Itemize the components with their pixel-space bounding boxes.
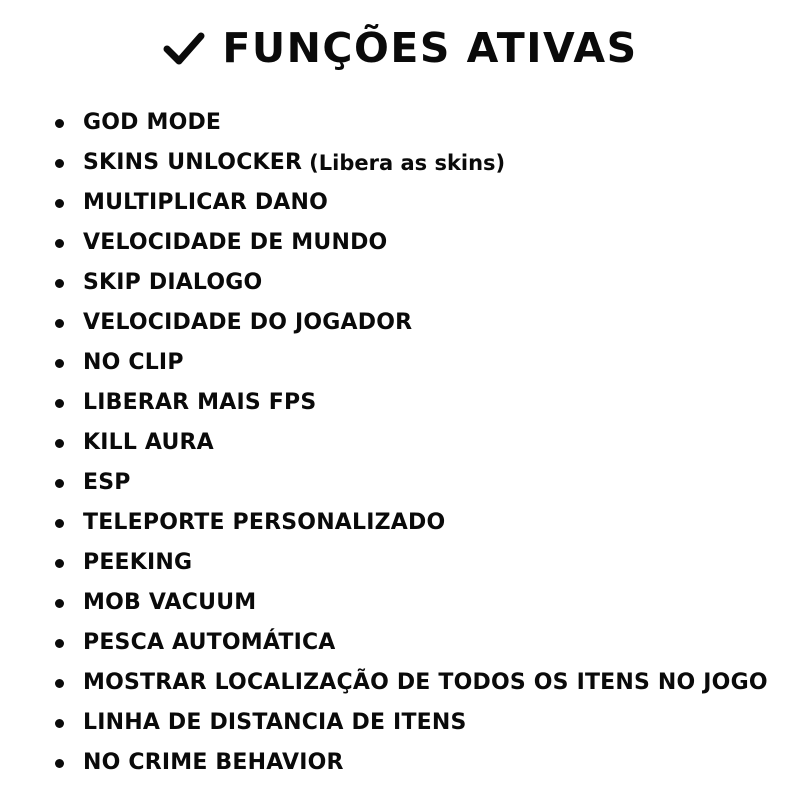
feature-label: ESP [83,470,131,495]
bullet-icon [55,759,64,768]
list-item [55,463,768,503]
feature-label: LINHA DE DISTANCIA DE ITENS [83,710,467,735]
feature-label: NO CLIP [83,350,184,375]
feature-label: VELOCIDADE DE MUNDO [83,230,388,255]
header [0,18,800,78]
list-item [55,263,768,303]
bullet-icon [55,719,64,728]
feature-label: LIBERAR MAIS FPS [83,390,317,415]
feature-label: PEEKING [83,550,193,575]
bullet-icon [55,639,64,648]
bullet-icon [55,319,64,328]
feature-label: PESCA AUTOMÁTICA [83,630,336,655]
feature-label: MOB VACUUM [83,590,257,615]
feature-note: (Libera as skins) [309,150,506,175]
list-item [55,223,768,263]
feature-label: VELOCIDADE DO JOGADOR [83,310,413,335]
bullet-icon [55,279,64,288]
list-item [55,663,768,703]
feature-label: SKIP DIALOGO [83,270,263,295]
feature-label: GOD MODE [83,110,222,135]
feature-label: SKINS UNLOCKER [83,150,303,175]
checkmark-icon [162,26,206,70]
list-item [55,103,768,143]
bullet-icon [55,679,64,688]
bullet-icon [55,519,64,528]
list-item [55,623,768,663]
bullet-icon [55,199,64,208]
feature-label: MOSTRAR LOCALIZAÇÃO DE TODOS OS ITENS NO JOGO [83,670,768,695]
bullet-icon [55,239,64,248]
bullet-icon [55,439,64,448]
list-item [55,703,768,743]
feature-list [55,103,768,783]
bullet-icon [55,479,64,488]
bullet-icon [55,359,64,368]
list-item [55,343,768,383]
bullet-icon [55,599,64,608]
feature-label: KILL AURA [83,430,214,455]
list-item [55,303,768,343]
feature-label: TELEPORTE PERSONALIZADO [83,510,446,535]
list-item [55,183,768,223]
list-item [55,743,768,783]
feature-label: NO CRIME BEHAVIOR [83,750,344,775]
list-item [55,583,768,623]
list-item [55,503,768,543]
bullet-icon [55,559,64,568]
list-item [55,543,768,583]
bullet-icon [55,399,64,408]
page-title: FUNÇÕES ATIVAS [222,23,638,72]
bullet-icon [55,119,64,128]
bullet-icon [55,159,64,168]
feature-label: MULTIPLICAR DANO [83,190,329,215]
list-item [55,383,768,423]
list-item [55,423,768,463]
list-item [55,143,768,183]
